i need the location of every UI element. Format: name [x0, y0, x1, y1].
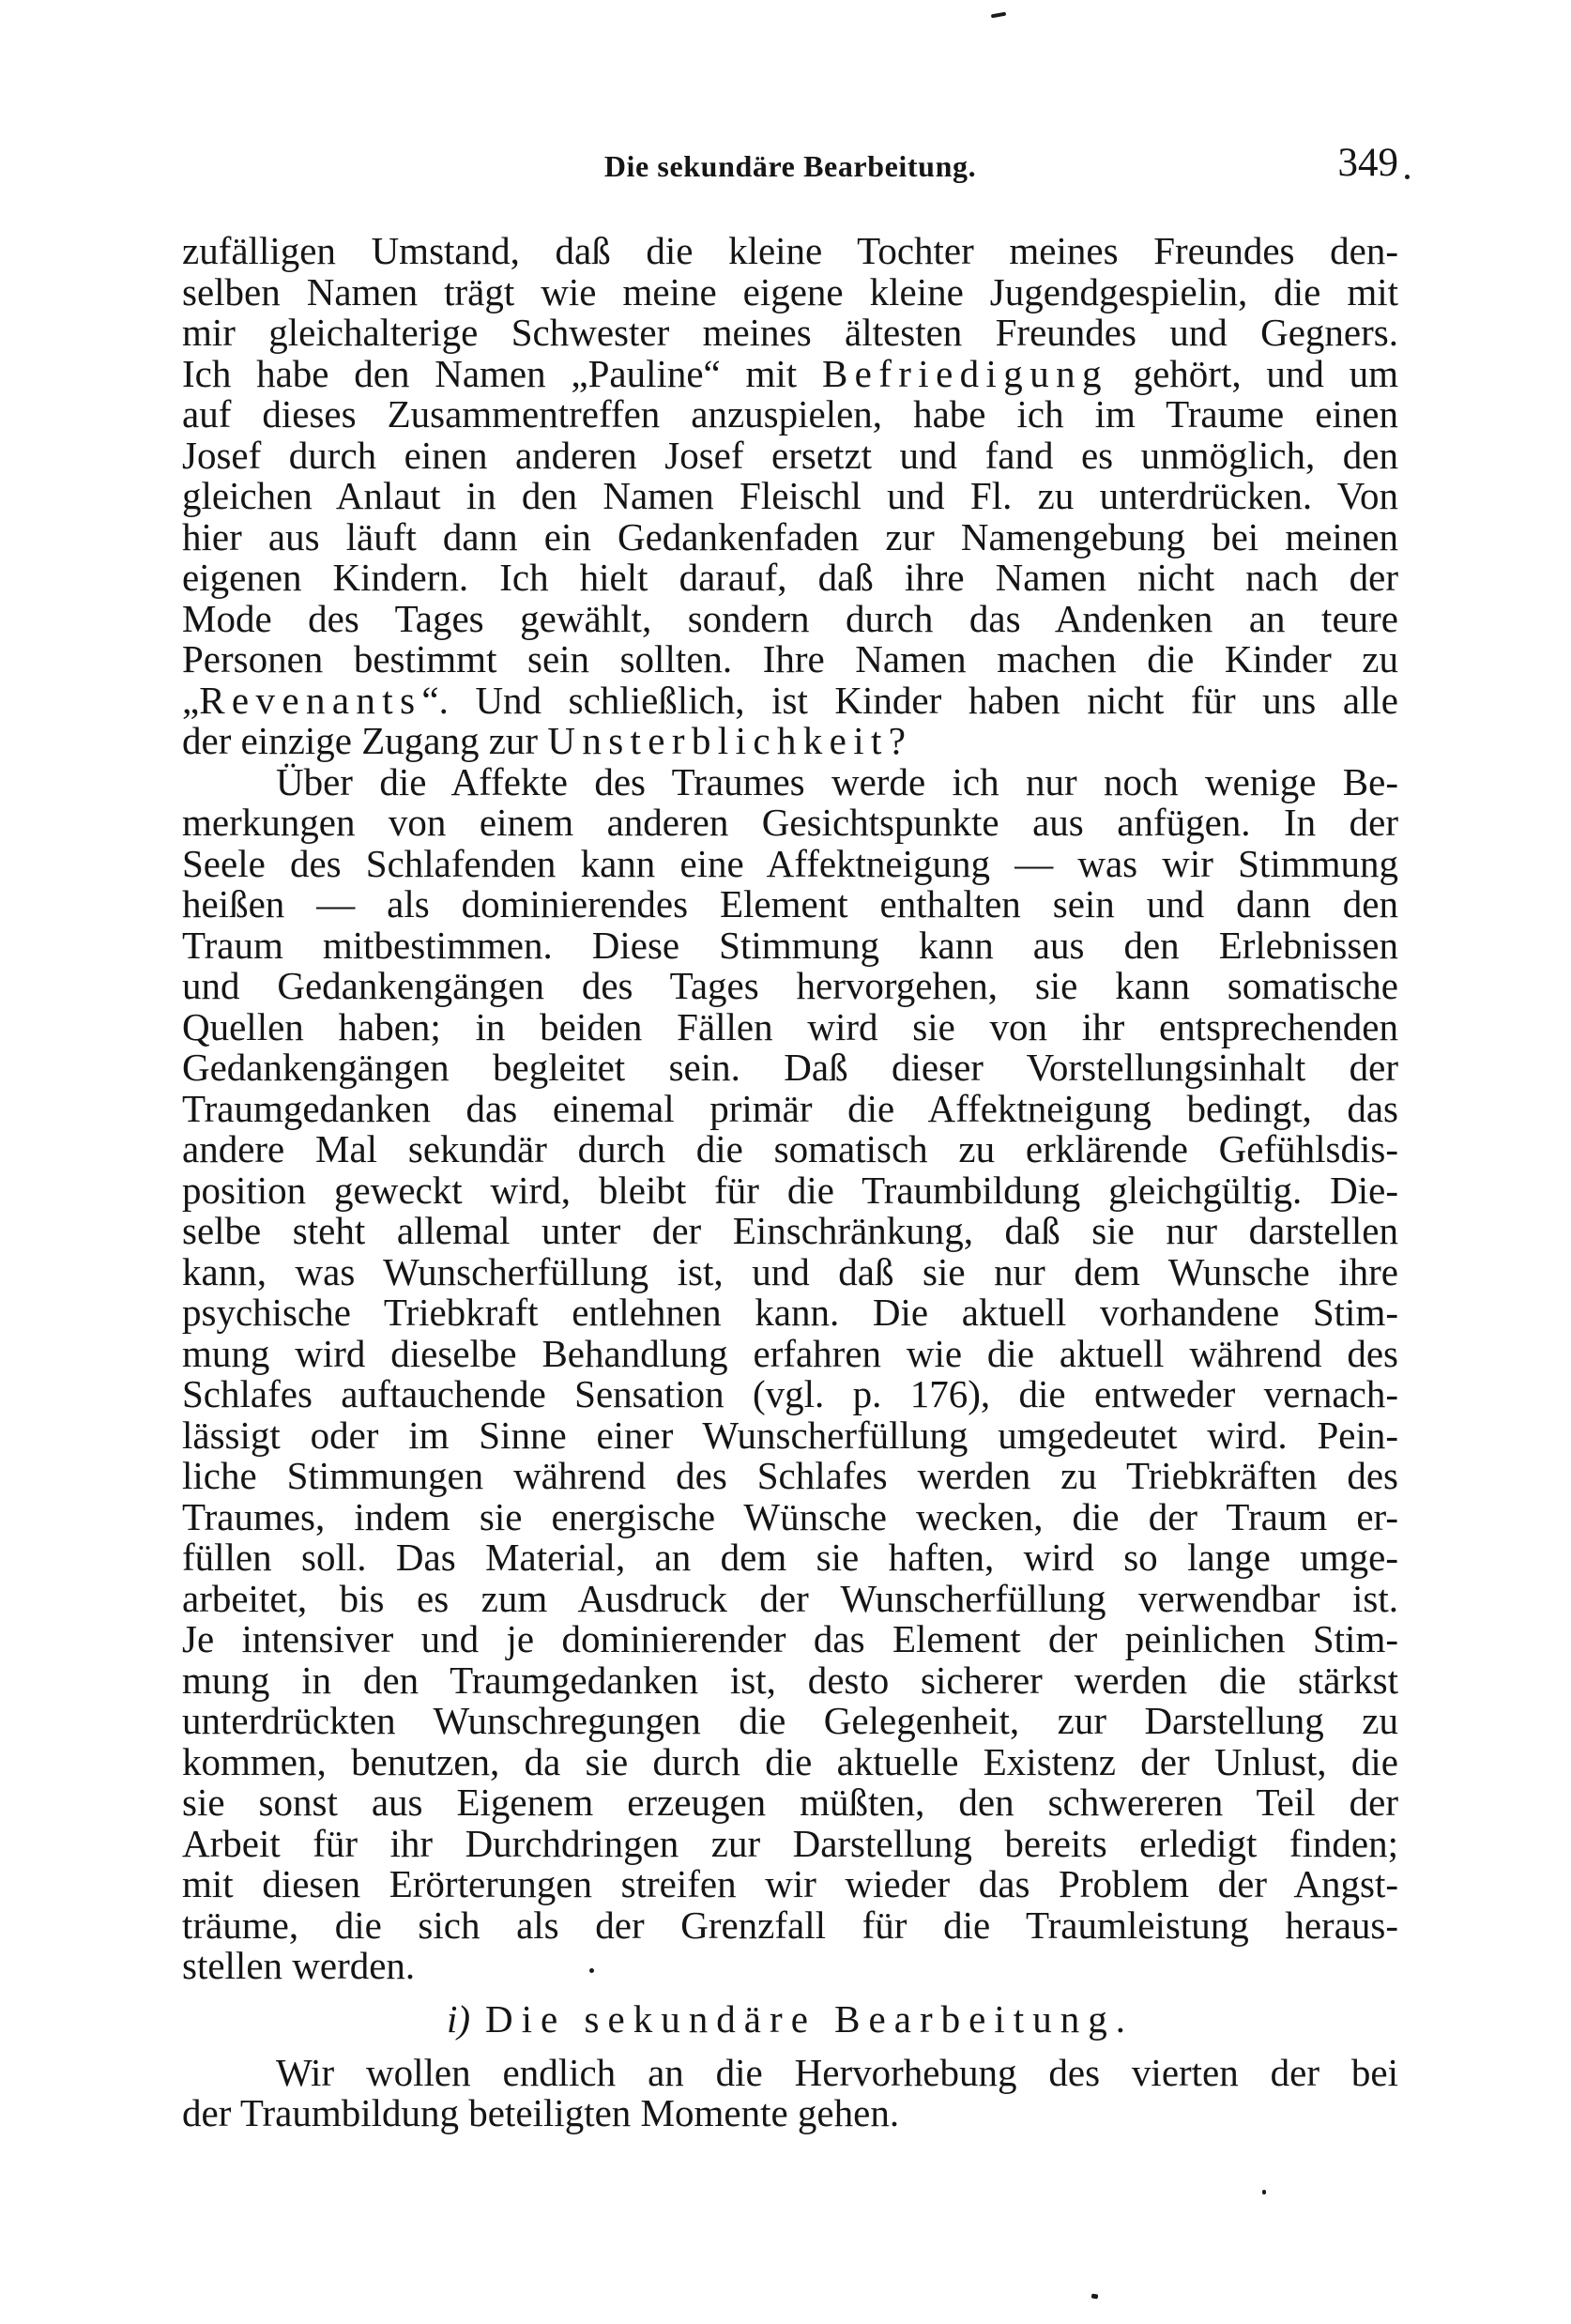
text-line — [182, 1249, 1398, 1293]
text-segment: eigenen Kindern. Ich hielt darauf, daß ihre Namen nicht nach der — [182, 556, 1398, 599]
text-segment: arbeitet, bis es zum Ausdruck der Wunscherfüllung verwendbar ist. — [182, 1576, 1398, 1620]
text-line — [182, 1619, 1398, 1660]
text-line — [182, 1129, 1398, 1170]
text-segment: Wir wollen endlich an die Hervorhebung des vierten der bei — [276, 2050, 1398, 2094]
text-line — [182, 1946, 1398, 1987]
text-segment: psychische Triebkraft entlehnen kann. Die aktuell vorhandene Stim- — [182, 1291, 1398, 1334]
text-line — [182, 1782, 1398, 1824]
text-segment: lässigt oder im Sinne einer Wunscherfüllung umgedeutet wird. Pein- — [182, 1413, 1398, 1457]
text-line — [182, 2050, 1398, 2094]
text-segment: Ich habe den Namen „Pauline“ mit — [182, 351, 822, 395]
text-segment: Personen bestimmt sein sollten. Ihre Namen machen die Kinder zu — [182, 637, 1398, 680]
text-segment: Je intensiver und je dominierender das Element der peinlichen Stim- — [182, 1617, 1398, 1660]
section-heading — [182, 1998, 1398, 2040]
text-line — [182, 514, 1398, 558]
section-heading-prefix: i) — [446, 1996, 470, 2041]
text-segment: Gedankengängen begleitet sein. Daß dieser Vorstellungsinhalt der — [182, 1046, 1398, 1089]
text-segment: mung in den Traumgedanken ist, desto sicherer werden die stärkst — [182, 1658, 1398, 1702]
text-segment: auf dieses Zusammentreffen anzuspielen, habe ich im Traume einen — [182, 392, 1398, 436]
text-line — [182, 394, 1398, 436]
text-segment: träume, die sich als der Grenzfall für die Traumleistung heraus- — [182, 1903, 1398, 1947]
text-segment: zufälligen Umstand, daß die kleine Tochter meines Freundes den- — [182, 229, 1398, 272]
text-line — [182, 841, 1398, 885]
text-segment: Mode des Tages gewählt, sondern durch das Andenken an teure — [182, 596, 1398, 640]
text-line — [182, 351, 1398, 395]
text-segment: Arbeit für ihr Durchdringen zur Darstellung bereits erledigt finden; — [182, 1821, 1398, 1865]
text-line — [182, 884, 1398, 925]
text-segment: kommen, benutzen, da sie durch die aktuelle Existenz der Unlust, die — [182, 1739, 1398, 1783]
text-segment: selbe steht allemal unter der Einschränkung, daß sie nur darstellen — [182, 1209, 1398, 1252]
text-line — [182, 966, 1398, 1007]
scan-artifact — [1405, 175, 1410, 179]
running-header-title: Die sekundäre Bearbeitung. — [603, 149, 977, 183]
text-line — [182, 680, 1398, 722]
text-segment: mit diesen Erörterungen streifen wir wieder das Problem der Angst- — [182, 1862, 1398, 1905]
text-segment: andere Mal sekundär durch die somatisch zu erklärende Gefühlsdis- — [182, 1127, 1398, 1170]
text-line — [182, 1374, 1398, 1415]
text-line — [182, 1905, 1398, 1947]
text-segment: gehört, und um — [1107, 351, 1398, 395]
text-line — [182, 231, 1398, 272]
text-segment: sie sonst aus Eigenem erzeugen müßten, den schwereren Teil der — [182, 1781, 1398, 1824]
paragraph — [182, 2050, 1398, 2134]
text-segment: Traumes, indem sie energische Wünsche wecken, die der Traum er- — [182, 1494, 1398, 1538]
running-header — [182, 141, 1398, 190]
text-segment: Quellen haben; in beiden Fällen wird sie von ihr entsprechenden — [182, 1004, 1398, 1048]
text-segment: position geweckt wird, bleibt für die Traumbildung gleichgültig. Die- — [182, 1168, 1398, 1212]
text-line — [182, 1660, 1398, 1702]
text-segment: Seele des Schlafenden kann eine Affektneigung — was wir Stimmung — [182, 841, 1398, 885]
text-line — [182, 639, 1398, 680]
text-segment: gleichen Anlaut in den Namen Fleischl und Fl. zu unterdrücken. Von — [182, 474, 1398, 517]
text-line — [182, 1211, 1398, 1252]
text-segment: stellen werden. — [182, 1944, 416, 1987]
text-segment: Josef durch einen anderen Josef ersetzt und fand es unmöglich, den — [182, 433, 1398, 477]
text-line — [182, 313, 1398, 354]
text-segment: selben Namen trägt wie meine eigene kleine Jugendgespielin, die mit — [182, 269, 1398, 313]
text-line — [182, 721, 1398, 762]
text-segment: “. Und schließlich, ist Kinder haben nicht für uns alle — [421, 678, 1398, 722]
scan-artifact — [1262, 2190, 1266, 2194]
text-line — [182, 269, 1398, 313]
text-segment: heißen — als dominierendes Element enthalten sein und dann den — [182, 882, 1398, 925]
text-segment: hier aus läuft dann ein Gedankenfaden zur Namengebung bei meinen — [182, 514, 1398, 558]
text-segment: Traumgedanken das einemal primär die Affektneigung bedingt, das — [182, 1086, 1398, 1130]
text-line — [182, 1494, 1398, 1538]
section-heading-text: Die sekundäre Bearbeitung. — [485, 1996, 1135, 2041]
text-line — [182, 803, 1398, 844]
paragraph — [182, 759, 1398, 1987]
text-line — [182, 1537, 1398, 1579]
text-line — [182, 1739, 1398, 1783]
page-number: 349 — [1337, 141, 1398, 185]
text-segment: Über die Affekte des Traumes werde ich nur noch wenige Be- — [276, 759, 1398, 803]
text-line — [182, 1047, 1398, 1089]
text-segment: „ — [182, 678, 200, 722]
text-segment: der einzige Zugang zur — [182, 719, 548, 762]
text-line — [182, 1004, 1398, 1048]
text-line — [182, 433, 1398, 477]
text-line — [182, 1821, 1398, 1865]
text-line — [182, 1170, 1398, 1212]
text-line — [182, 925, 1398, 967]
text-line — [182, 558, 1398, 599]
text-line — [182, 759, 1398, 803]
text-line — [182, 1331, 1398, 1375]
scan-artifact — [1091, 2294, 1099, 2300]
text-segment: unterdrückten Wunschregungen die Gelegenheit, zur Darstellung zu — [182, 1699, 1398, 1742]
text-line — [182, 1086, 1398, 1130]
text-line — [182, 1576, 1398, 1620]
text-segment: und Gedankengängen des Tages hervorgehen, sie kann somatische — [182, 964, 1398, 1007]
text-line — [182, 1456, 1398, 1497]
text-segment: Traum mitbestimmen. Diese Stimmung kann aus den Erlebnissen — [182, 923, 1398, 967]
scan-artifact — [991, 12, 1006, 19]
text-segment: merkungen von einem anderen Gesichtspunkte aus anfügen. In der — [182, 801, 1398, 844]
text-segment: mung wird dieselbe Behandlung erfahren wie die aktuell während des — [182, 1331, 1398, 1375]
text-line — [182, 2093, 1398, 2134]
text-segment: Befriedigung — [821, 351, 1108, 395]
text-segment: Revenants — [199, 678, 422, 722]
text-segment: mir gleichalterige Schwester meines ältesten Freundes und Gegners. — [182, 311, 1398, 354]
text-segment: füllen soll. Das Material, an dem sie haften, wird so lange umge- — [182, 1536, 1398, 1579]
scan-artifact — [589, 1968, 594, 1973]
text-segment: kann, was Wunscherfüllung ist, und daß sie nur dem Wunsche ihre — [182, 1249, 1398, 1293]
text-segment: Unsterblichkeit? — [547, 719, 913, 762]
paragraph — [182, 231, 1398, 762]
text-segment: Schlafes auftauchende Sensation (vgl. p. 176), die entweder vernach- — [182, 1372, 1398, 1415]
text-line — [182, 1415, 1398, 1457]
text-line — [182, 1292, 1398, 1334]
text-segment: liche Stimmungen während des Schlafes werden zu Triebkräften des — [182, 1454, 1398, 1497]
text-line — [182, 1864, 1398, 1905]
text-line — [182, 596, 1398, 640]
text-segment: der Traumbildung beteiligten Momente gehen. — [182, 2091, 900, 2134]
text-line — [182, 476, 1398, 517]
body-text — [182, 231, 1398, 2134]
text-line — [182, 1701, 1398, 1742]
